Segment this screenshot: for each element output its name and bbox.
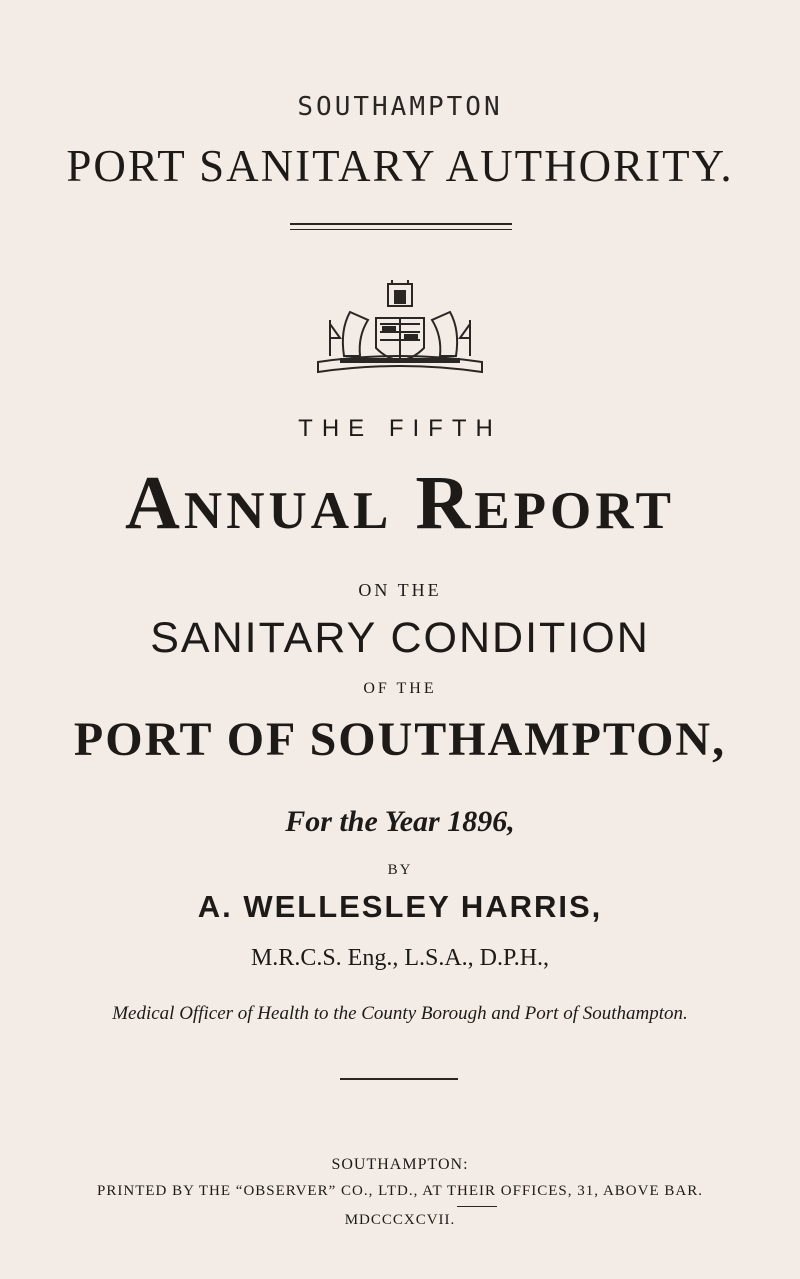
town-heading: SOUTHAMPTON	[297, 92, 503, 122]
place-heading: PORT OF SOUTHAMPTON,	[73, 713, 727, 766]
report-title: Annual Report	[125, 461, 675, 545]
imprint-place: SOUTHAMPTON:	[331, 1156, 469, 1173]
authority-heading: PORT SANITARY AUTHORITY.	[66, 141, 734, 191]
single-rule	[340, 1078, 458, 1080]
author-qualifications: M.R.C.S. Eng., L.S.A., D.P.H.,	[250, 945, 550, 971]
year-line: For the Year 1896,	[285, 805, 515, 838]
author-name: A. WELLESLEY HARRIS,	[197, 889, 603, 924]
double-rule	[290, 223, 512, 230]
by-label: BY	[387, 862, 413, 878]
ordinal-heading: THE FIFTH	[298, 415, 502, 442]
coat-of-arms-icon	[310, 280, 490, 386]
subject-heading: SANITARY CONDITION	[150, 614, 650, 662]
imprint-rule	[457, 1206, 497, 1207]
connector-on-the: ON THE	[358, 580, 442, 600]
author-office: Medical Officer of Health to the County Borough and Port of Southampton.	[112, 1003, 688, 1024]
connector-of-the: OF THE	[363, 680, 437, 697]
imprint-year: MDCCCXCVII.	[344, 1212, 456, 1228]
imprint-printer: PRINTED BY THE “OBSERVER” CO., LTD., AT THEIR OFFICES, 31, ABOVE BAR.	[97, 1183, 703, 1199]
